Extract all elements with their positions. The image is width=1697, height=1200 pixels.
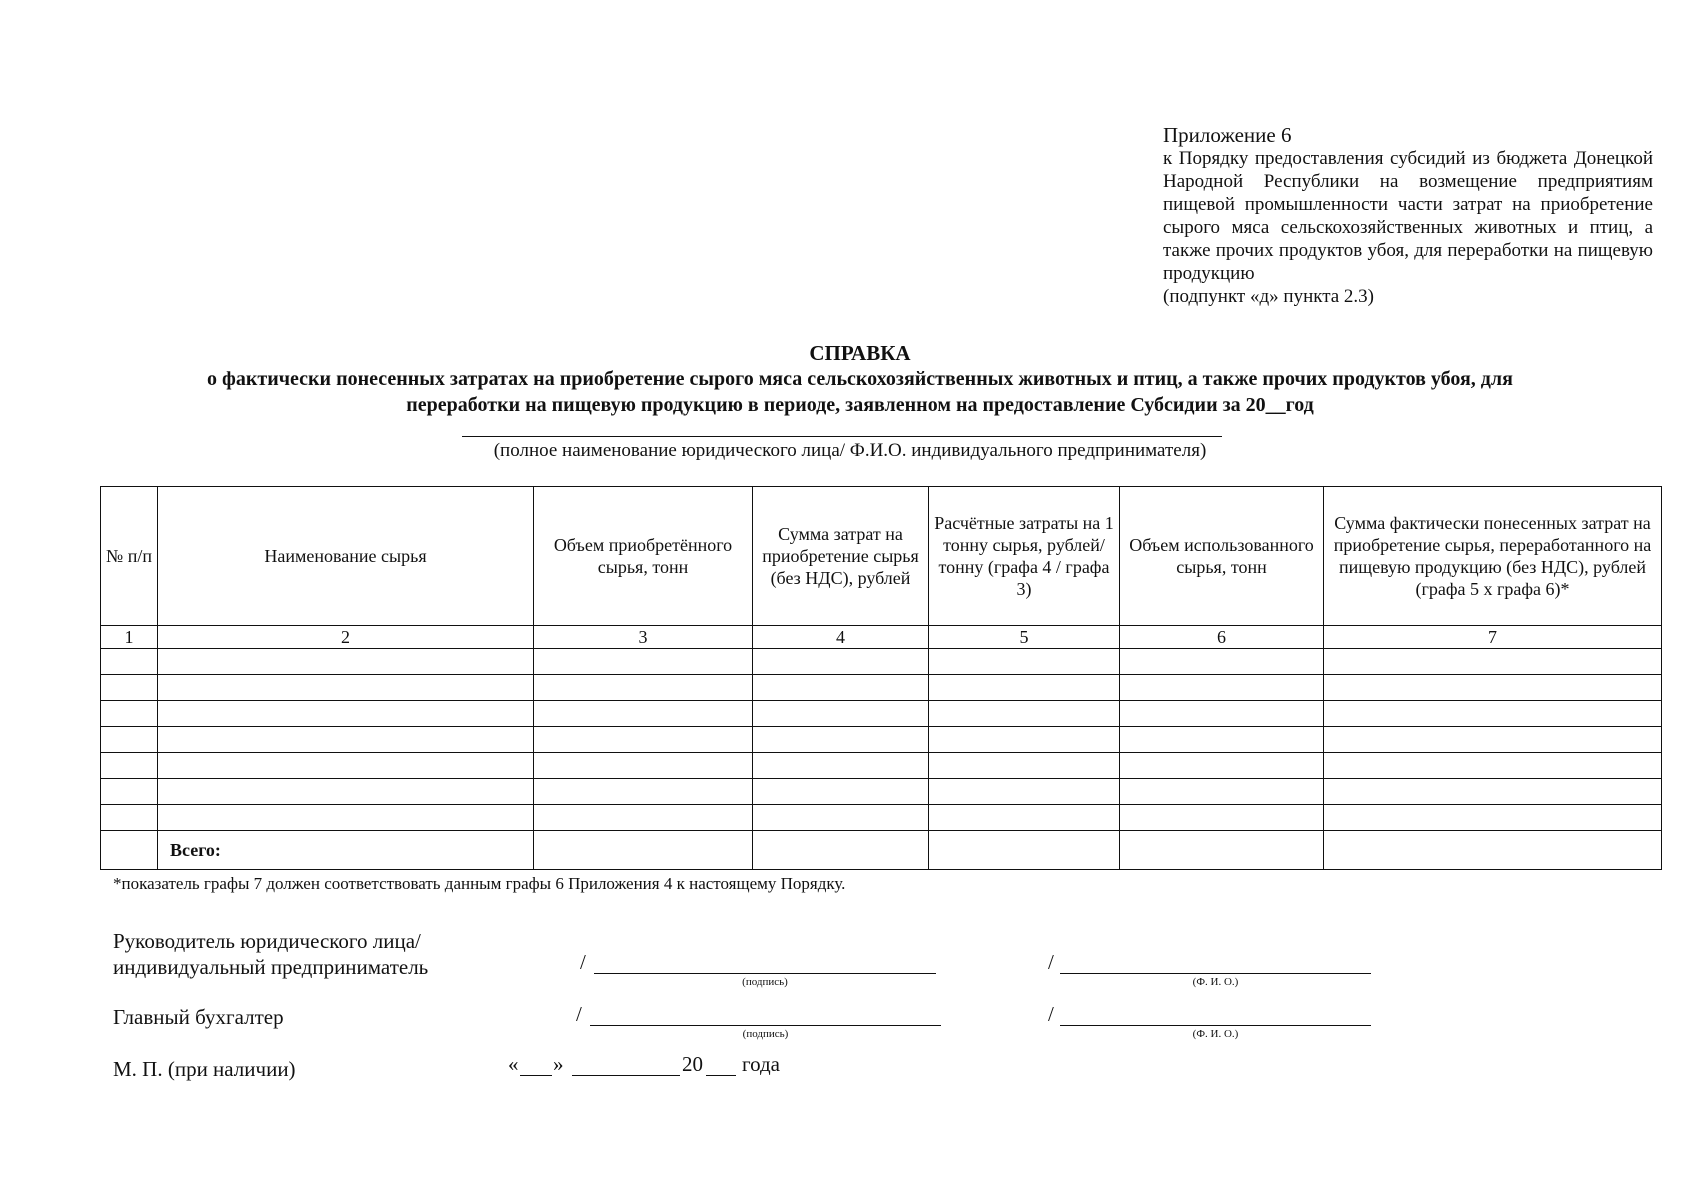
- table-cell[interactable]: [101, 753, 158, 779]
- table-cell[interactable]: [158, 753, 534, 779]
- table-cell[interactable]: [1120, 779, 1324, 805]
- appendix-body: к Порядку предоставления субсидий из бюджета Донецкой Народной Республики на возмещение предприятиям пищевой промышленности части затрат на приобретение сырого мяса сельскохозяйственных животных и птиц, а также прочих продуктов убоя, для переработки на пищевую продукцию: [1163, 148, 1653, 284]
- table-cell[interactable]: [929, 701, 1120, 727]
- header-cell-number: № п/п: [101, 487, 158, 626]
- head-label-line-1: Руководитель юридического лица/: [113, 929, 421, 953]
- table-cell[interactable]: [929, 831, 1120, 870]
- table-header-row: [101, 487, 1662, 626]
- appendix-heading: Приложение 6: [1163, 123, 1292, 147]
- table-row: [101, 649, 1662, 675]
- table-cell[interactable]: [1120, 727, 1324, 753]
- table-cell[interactable]: [101, 675, 158, 701]
- header-cell-name: Наименование сырья: [158, 487, 534, 626]
- column-number: 4: [753, 626, 929, 649]
- table-cell[interactable]: [1324, 805, 1662, 831]
- table-cell[interactable]: [158, 649, 534, 675]
- header-cell-actual-cost: Сумма фактически понесенных затрат на приобретение сырья, переработанного на пищевую продукцию (без НДС), рублей (графа 5 х графа 6)*: [1324, 487, 1662, 626]
- header-cell-cost-sum: Сумма затрат на приобретение сырья (без НДС), рублей: [753, 487, 929, 626]
- slash-separator: /: [576, 1002, 582, 1026]
- table-cell[interactable]: [101, 805, 158, 831]
- table-cell[interactable]: [101, 649, 158, 675]
- table-cell[interactable]: [753, 779, 929, 805]
- header-cell-cost-per-ton: Расчётные затраты на 1 тонну сырья, рублей/тонну (графа 4 / графа 3): [929, 487, 1120, 626]
- table-row: [101, 727, 1662, 753]
- table-cell[interactable]: [929, 779, 1120, 805]
- table-cell[interactable]: [929, 649, 1120, 675]
- table-cell[interactable]: [1120, 675, 1324, 701]
- table-cell[interactable]: [1324, 727, 1662, 753]
- table-cell[interactable]: [753, 727, 929, 753]
- head-label-line-2: индивидуальный предприниматель: [113, 955, 429, 979]
- table-cell[interactable]: [1120, 701, 1324, 727]
- table-cell[interactable]: [1324, 753, 1662, 779]
- table-cell[interactable]: [1120, 805, 1324, 831]
- date-quote-close: »: [553, 1052, 564, 1076]
- table-row: [101, 701, 1662, 727]
- table-cell[interactable]: [101, 727, 158, 753]
- table-cell[interactable]: [753, 701, 929, 727]
- title-line-2: переработки на пищевую продукцию в периоде, заявленном на предоставление Субсидии за 20__год: [406, 394, 1314, 416]
- table-cell[interactable]: [753, 831, 929, 870]
- header-cell-volume-used: Объем использованного сырья, тонн: [1120, 487, 1324, 626]
- date-day-field[interactable]: [520, 1075, 552, 1076]
- table-cell[interactable]: [1324, 779, 1662, 805]
- stamp-label: М. П. (при наличии): [113, 1057, 296, 1081]
- footnote: *показатель графы 7 должен соответствовать данным графы 6 Приложения 4 к настоящему Порядку.: [113, 874, 846, 893]
- table-cell[interactable]: [1324, 831, 1662, 870]
- expense-table: [100, 486, 1662, 870]
- table-row: [101, 805, 1662, 831]
- org-name-caption: (полное наименование юридического лица/ Ф.И.О. индивидуального предпринимателя): [493, 440, 1207, 461]
- table-cell[interactable]: [534, 675, 753, 701]
- table-cell[interactable]: [1120, 831, 1324, 870]
- header-cell-volume-purchased: Объем приобретённого сырья, тонн: [534, 487, 753, 626]
- appendix-reference: (подпункт «д» пункта 2.3): [1163, 286, 1375, 307]
- table-cell[interactable]: [929, 753, 1120, 779]
- total-row: [101, 831, 1662, 870]
- table-row: [101, 753, 1662, 779]
- table-cell[interactable]: [929, 805, 1120, 831]
- column-number: 5: [929, 626, 1120, 649]
- table-cell[interactable]: [158, 727, 534, 753]
- column-number: 3: [534, 626, 753, 649]
- date-year-field[interactable]: [706, 1075, 736, 1076]
- table-row: [101, 675, 1662, 701]
- table-cell[interactable]: [101, 779, 158, 805]
- slash-separator: /: [580, 950, 586, 974]
- table-cell[interactable]: [534, 779, 753, 805]
- table-cell[interactable]: [1324, 675, 1662, 701]
- table-cell[interactable]: [534, 701, 753, 727]
- name-caption: (Ф. И. О.): [1192, 976, 1239, 988]
- accountant-label: Главный бухгалтер: [113, 1005, 284, 1029]
- table-cell[interactable]: [753, 649, 929, 675]
- table-cell[interactable]: [534, 727, 753, 753]
- table-cell[interactable]: [534, 831, 753, 870]
- table-cell[interactable]: [753, 753, 929, 779]
- table-cell[interactable]: [158, 779, 534, 805]
- signature-caption: (подпись): [742, 1028, 789, 1040]
- table-cell[interactable]: [929, 675, 1120, 701]
- appendix-block: [1163, 124, 1653, 308]
- signature-caption: (подпись): [742, 976, 788, 988]
- table-cell[interactable]: [753, 805, 929, 831]
- column-number: 1: [101, 626, 158, 649]
- table-cell[interactable]: [534, 753, 753, 779]
- table-cell[interactable]: [1324, 649, 1662, 675]
- table-cell[interactable]: [534, 805, 753, 831]
- column-number: 7: [1324, 626, 1662, 649]
- org-name-field[interactable]: [462, 436, 1222, 437]
- table-row: [101, 779, 1662, 805]
- table-cell[interactable]: [1324, 701, 1662, 727]
- column-number: 2: [158, 626, 534, 649]
- name-caption: (Ф. И. О.): [1192, 1028, 1239, 1040]
- head-signature-field[interactable]: [594, 973, 936, 974]
- table-cell[interactable]: [158, 675, 534, 701]
- slash-separator: /: [1048, 1002, 1054, 1026]
- date-century: 20: [682, 1052, 703, 1076]
- accountant-name-field[interactable]: [1060, 1025, 1371, 1026]
- column-number-row: [101, 626, 1662, 649]
- table-cell[interactable]: [1120, 649, 1324, 675]
- column-number: 6: [1120, 626, 1324, 649]
- table-cell[interactable]: [753, 675, 929, 701]
- date-year-word: года: [742, 1052, 780, 1076]
- head-name-field[interactable]: [1060, 973, 1371, 974]
- total-label: Всего:: [158, 831, 534, 870]
- table-cell[interactable]: [929, 727, 1120, 753]
- title-line-1: о фактически понесенных затратах на приобретение сырого мяса сельскохозяйственных животных и птиц, а также прочих продуктов убоя, для: [207, 368, 1513, 390]
- title-main: СПРАВКА: [809, 341, 911, 365]
- date-month-field[interactable]: [572, 1075, 680, 1076]
- table-cell[interactable]: [1120, 753, 1324, 779]
- date-quote-open: «: [508, 1052, 519, 1076]
- document-title: [120, 340, 1600, 418]
- slash-separator: /: [1048, 950, 1054, 974]
- head-signature-label: [113, 928, 428, 980]
- accountant-signature-field[interactable]: [590, 1025, 941, 1026]
- table-cell[interactable]: [158, 701, 534, 727]
- table-cell[interactable]: [158, 805, 534, 831]
- table-cell: [101, 831, 158, 870]
- table-cell[interactable]: [101, 701, 158, 727]
- table-cell[interactable]: [534, 649, 753, 675]
